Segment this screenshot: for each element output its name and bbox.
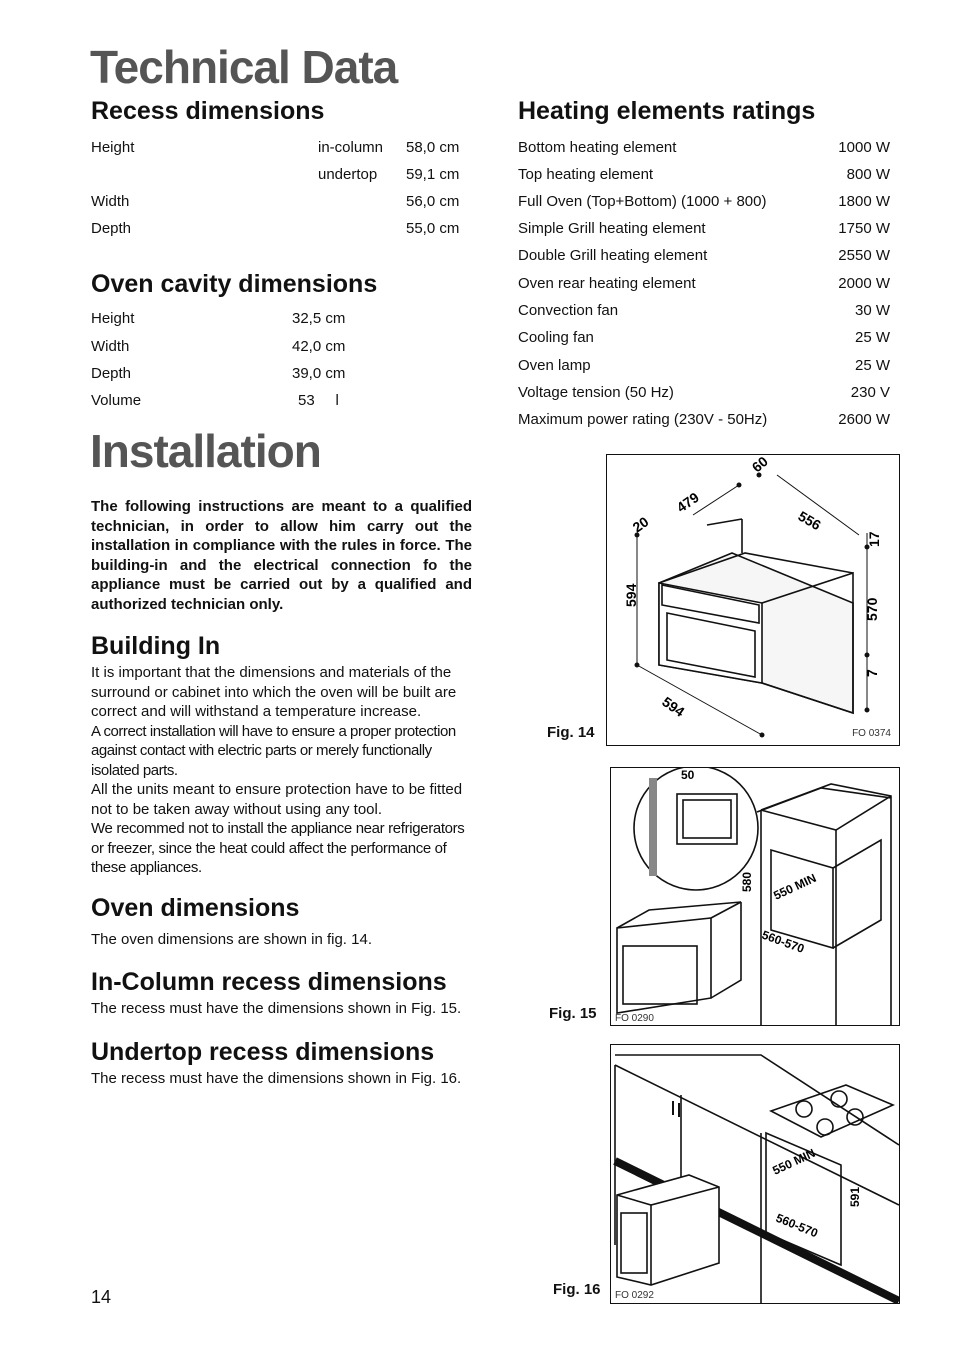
paragraph: It is important that the dimensions and materials of the surround or cabinet into which the oven will be built are correct and will withstand a temperature increase. <box>91 664 457 720</box>
installation-intro: The following instructions are meant to a qualified technician, in order to allow him carry out the installation in compliance with the rules in force. The building-in and the electrical connection fo the appliance must be carried out by a qualified and authorized technician only. <box>91 498 472 613</box>
cavity-row-label: Volume <box>91 392 142 409</box>
cavity-row-label: Height <box>91 310 135 327</box>
fig16-drawing <box>611 1045 899 1303</box>
heating-row-value: 2000 W <box>838 275 890 292</box>
heating-row-label: Simple Grill heating element <box>518 220 706 237</box>
recess-row-value: 58,0 cm <box>406 139 460 156</box>
incolumn-heading: In-Column recess dimensions <box>91 968 447 996</box>
fig14-code: FO 0374 <box>852 728 891 739</box>
recess-row-sub: undertop <box>318 166 378 183</box>
cavity-row-value: 32,5 cm <box>292 310 346 327</box>
oven-dimensions-text: The oven dimensions are shown in fig. 14. <box>91 931 372 948</box>
installation-title: Installation <box>90 425 321 477</box>
fig14-drawing <box>607 455 899 745</box>
recess-row-value: 56,0 cm <box>406 193 460 210</box>
dim-594-vertical: 594 <box>623 583 639 607</box>
dim-550-min: 550 MIN <box>771 870 819 903</box>
heating-row-value: 2550 W <box>838 247 890 264</box>
dim-50: 50 <box>681 768 695 782</box>
fig15-label: Fig. 15 <box>549 1005 597 1022</box>
recess-heading: Recess dimensions <box>91 97 325 125</box>
fig16-code: FO 0292 <box>615 1290 654 1301</box>
page-title: Technical Data <box>90 41 398 93</box>
heating-row-label: Full Oven (Top+Bottom) (1000 + 800) <box>518 193 767 210</box>
heating-row-label: Top heating element <box>518 166 654 183</box>
heating-row-label: Convection fan <box>518 302 619 319</box>
cavity-row-value: 53 l <box>298 392 339 409</box>
heating-row-value: 2600 W <box>838 411 890 428</box>
recess-row-label: Height <box>91 139 135 156</box>
incolumn-text: The recess must have the dimensions shown in Fig. 15. <box>91 1000 462 1017</box>
heating-row-value: 230 V <box>850 384 890 401</box>
dim-17: 17 <box>866 531 882 547</box>
heating-row-value: 25 W <box>854 357 890 374</box>
dim-594-horizontal: 594 <box>659 693 688 720</box>
fig16-figure <box>610 1044 900 1304</box>
fig14-figure <box>606 454 900 746</box>
cavity-row-value: 39,0 cm <box>292 365 346 382</box>
paragraph: All the units meant to ensure protection have to be fitted not to be taken away without using any tool. <box>91 781 463 818</box>
cavity-row-value: 42,0 cm <box>292 338 346 355</box>
recess-row-label: Depth <box>91 220 132 237</box>
cavity-heading: Oven cavity dimensions <box>91 270 378 298</box>
heating-row-label: Cooling fan <box>518 329 594 346</box>
heating-heading: Heating elements ratings <box>518 97 816 125</box>
recess-row-sub: in-column <box>318 139 384 156</box>
heating-row-label: Oven lamp <box>518 357 591 374</box>
dim-60: 60 <box>748 455 771 476</box>
dim-570: 570 <box>864 597 880 621</box>
heating-row-label: Maximum power rating (230V - 50Hz) <box>518 411 768 428</box>
recess-row-value: 55,0 cm <box>406 220 460 237</box>
heating-row-value: 30 W <box>854 302 890 319</box>
paragraph: We recommed not to install the appliance near refrigerators or freezer, since the heat could affect the performance of these appliances. <box>91 820 465 876</box>
heating-row-label: Voltage tension (50 Hz) <box>518 384 674 401</box>
dim-580: 580 <box>740 871 754 892</box>
dim-7: 7 <box>864 669 880 677</box>
heating-row-value: 25 W <box>854 329 890 346</box>
heating-row-value: 800 W <box>846 166 890 183</box>
heating-row-value: 1000 W <box>838 139 890 156</box>
fig16-label: Fig. 16 <box>553 1281 601 1298</box>
fig15-figure <box>610 767 900 1026</box>
undertop-text: The recess must have the dimensions shown in Fig. 16. <box>91 1070 462 1087</box>
building-in-text <box>91 663 472 878</box>
heating-row-value: 1800 W <box>838 193 890 210</box>
heating-row-label: Double Grill heating element <box>518 247 708 264</box>
cavity-row-label: Width <box>91 338 130 355</box>
dim-550-min: 550 MIN <box>770 1145 818 1178</box>
cavity-row-label: Depth <box>91 365 132 382</box>
fig15-drawing <box>611 768 899 1025</box>
recess-row-value: 59,1 cm <box>406 166 460 183</box>
undertop-heading: Undertop recess dimensions <box>91 1038 435 1066</box>
dim-560-570: 560-570 <box>773 1210 820 1241</box>
heating-row-value: 1750 W <box>838 220 890 237</box>
recess-row-label: Width <box>91 193 130 210</box>
dim-560-570: 560-570 <box>759 927 807 956</box>
oven-dimensions-heading: Oven dimensions <box>91 894 300 922</box>
dim-20: 20 <box>629 513 652 536</box>
dim-479: 479 <box>673 488 702 516</box>
heating-row-label: Oven rear heating element <box>518 275 696 292</box>
paragraph: A correct installation will have to ensure a proper protection against contact with electric parts or merely functionally isolated parts. <box>91 722 456 779</box>
heating-row-label: Bottom heating element <box>518 139 677 156</box>
dim-556: 556 <box>795 507 824 534</box>
page-number: 14 <box>91 1287 112 1307</box>
building-in-heading: Building In <box>91 632 221 660</box>
dim-591: 591 <box>848 1186 862 1207</box>
fig15-code: FO 0290 <box>615 1013 654 1024</box>
fig14-label: Fig. 14 <box>547 724 595 741</box>
